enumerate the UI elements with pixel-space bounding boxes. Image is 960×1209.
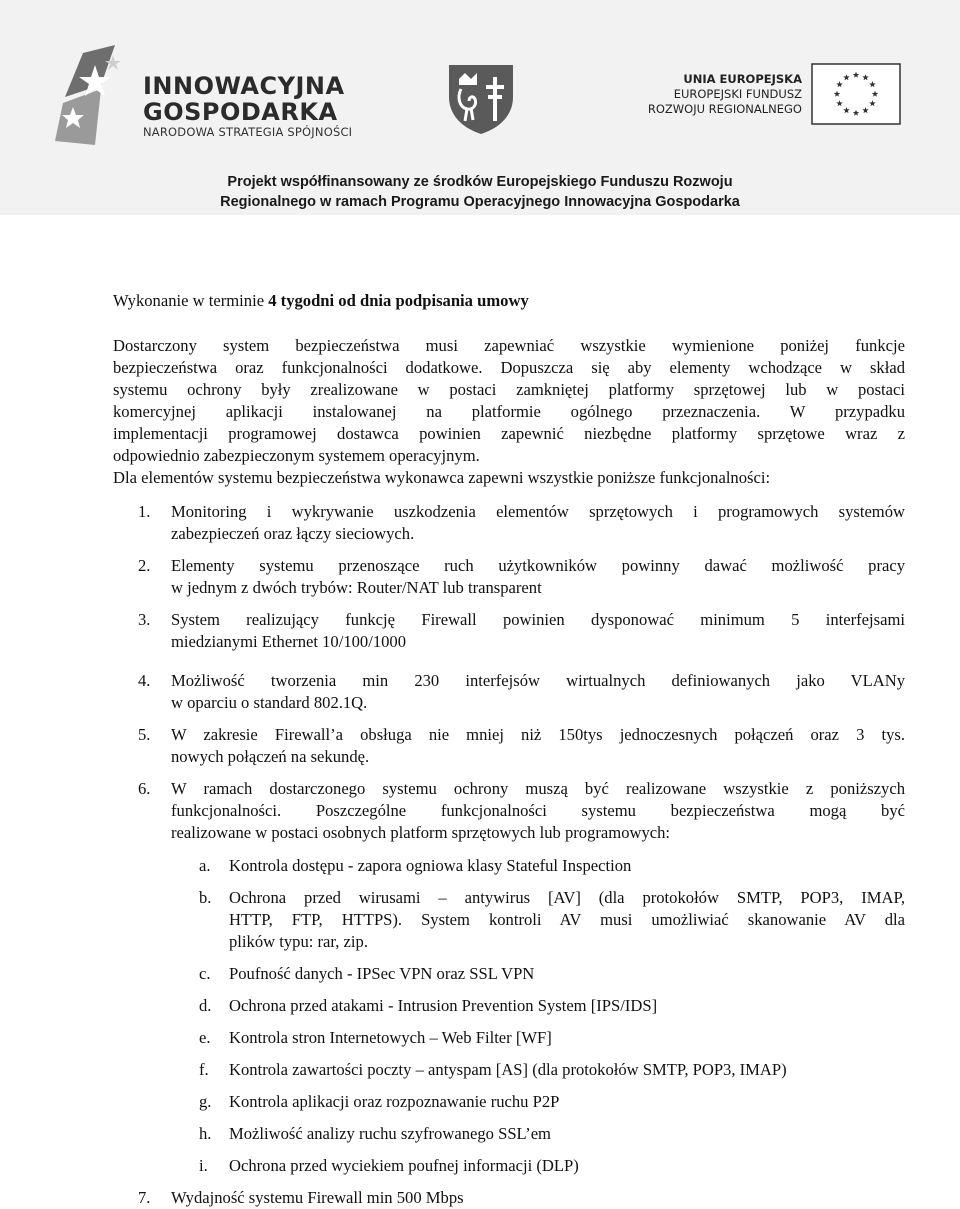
- eu-label-line3: ROZWOJU REGIONALNEGO: [647, 102, 802, 116]
- list-item: [171, 670, 905, 714]
- list-item: [171, 778, 905, 844]
- eu-fund-label: [648, 72, 802, 117]
- sub-item-line: Ochrona przed atakami - Intrusion Prevention System [IPS/IDS]: [229, 996, 658, 1015]
- intro-paragraph: [113, 335, 905, 489]
- sub-item-letter: g.: [199, 1092, 212, 1111]
- list-item-line: miedzianymi Ethernet 10/100/1000: [171, 632, 407, 651]
- coat-of-arms-icon: [447, 63, 515, 135]
- sub-item-letter: e.: [199, 1028, 211, 1047]
- stars-emblem-icon: [55, 45, 141, 145]
- sub-item-line: Możliwość analizy ruchu szyfrowanego SSL’em: [229, 1124, 551, 1143]
- list-item-number: 6.: [138, 779, 151, 798]
- list-item: [171, 555, 905, 599]
- sub-item: [229, 887, 905, 953]
- sub-item-line: Ochrona przed wyciekiem poufnej informacji (DLP): [229, 1156, 579, 1175]
- sub-item-letter: f.: [199, 1060, 209, 1079]
- cofinancing-line2: Regionalnego w ramach Programu Operacyjnego Innowacyjna Gospodarka: [220, 194, 740, 210]
- list-item-line: System realizujący funkcję Firewall powinien dysponować minimum 5 interfejsami: [171, 610, 905, 629]
- list-item-line: Możliwość tworzenia min 230 interfejsów wirtualnych definiowanych jako VLANy: [171, 671, 905, 690]
- list-item-line: W zakresie Firewall’a obsługa nie mniej niż 150tys jednoczesnych połączeń oraz 3 tys.: [171, 725, 905, 744]
- list-item: [171, 1187, 905, 1209]
- list-item-line: w jednym z dwóch trybów: Router/NAT lub transparent: [171, 578, 542, 597]
- list-item: [171, 609, 905, 653]
- sub-item-line: Poufność danych - IPSec VPN oraz SSL VPN: [229, 964, 535, 983]
- list-item-line: w oparciu o standard 802.1Q.: [171, 693, 368, 712]
- logo-subtitle: NARODOWA STRATEGIA SPÓJNOŚCI: [143, 125, 353, 139]
- eu-label-line2: EUROPEJSKI FUNDUSZ: [673, 87, 802, 101]
- eu-flag-icon: [811, 63, 901, 125]
- sub-item-line: Kontrola zawartości poczty – antyspam [AS] (dla protokołów SMTP, POP3, IMAP): [229, 1060, 787, 1079]
- list-item-number: 2.: [138, 556, 151, 575]
- sub-item-line: HTTP, FTP, HTTPS). System kontroli AV musi umożliwiać skanowanie AV dla: [229, 910, 905, 929]
- sub-item-line: Kontrola aplikacji oraz rozpoznawanie ruchu P2P: [229, 1092, 560, 1111]
- sub-item: [229, 1123, 905, 1145]
- sub-item: [229, 963, 905, 985]
- sub-item: [229, 855, 905, 877]
- sub-item-line: Kontrola stron Internetowych – Web Filter [WF]: [229, 1028, 552, 1047]
- list-item-number: 5.: [138, 725, 151, 744]
- list-item-line: funkcjonalności. Poszczególne funkcjonalności systemu bezpieczeństwa mogą być: [171, 801, 905, 820]
- logo-title-line2: GOSPODARKA: [143, 98, 338, 126]
- list-item: [171, 501, 905, 545]
- sub-item-letter: b.: [199, 888, 212, 907]
- sub-item-letter: i.: [199, 1156, 208, 1175]
- sub-item-line: Kontrola dostępu - zapora ogniowa klasy Stateful Inspection: [229, 856, 632, 875]
- list-item-line: nowych połączeń na sekundę.: [171, 747, 370, 766]
- sub-item-letter: a.: [199, 856, 211, 875]
- sub-item-line: plików typu: rar, zip.: [229, 932, 368, 951]
- eu-label-line1: UNIA EUROPEJSKA: [683, 72, 802, 86]
- list-item-line: Elementy systemu przenoszące ruch użytkowników powinny dawać możliwość pracy: [171, 556, 905, 575]
- sub-item-line: Ochrona przed wirusami – antywirus [AV] (dla protokołów SMTP, POP3, IMAP,: [229, 888, 905, 907]
- logo-title-line1: INNOWACYJNA: [143, 72, 345, 100]
- sub-item-letter: h.: [199, 1124, 212, 1143]
- intro-line: implementacji programowej dostawca powinien zapewnić niezbędne platformy sprzętowe wraz z: [113, 424, 905, 443]
- list-item-number: 1.: [138, 502, 151, 521]
- page-header: [0, 0, 960, 215]
- sub-item-letter: c.: [199, 964, 211, 983]
- cofinancing-line1: Projekt współfinansowany ze środków Europejskiego Funduszu Rozwoju: [227, 174, 733, 190]
- intro-line: Dostarczony system bezpieczeństwa musi zapewniać wszystkie wymienione poniżej funkcje: [113, 336, 905, 355]
- list-item-line: Wydajność systemu Firewall min 500 Mbps: [171, 1188, 464, 1207]
- list-item-line: W ramach dostarczonego systemu ochrony muszą być realizowane wszystkie z poniższych: [171, 779, 905, 798]
- deadline-term: 4 tygodni od dnia podpisania umowy: [268, 291, 529, 310]
- sub-item: [229, 995, 905, 1017]
- deadline-paragraph: [113, 290, 905, 312]
- sub-item-letter: d.: [199, 996, 212, 1015]
- sub-item: [229, 1091, 905, 1113]
- intro-line: komercyjnej aplikacji instalowanej na platformie ogólnego przeznaczenia. W przypadku: [113, 402, 905, 421]
- sub-item: [229, 1059, 905, 1081]
- sub-item: [229, 1155, 905, 1177]
- list-item-number: 7.: [138, 1188, 151, 1207]
- list-item-line: realizowane w postaci osobnych platform sprzętowych lub programowych:: [171, 823, 671, 842]
- innowacyjna-gospodarka-logo: [55, 45, 375, 145]
- intro-line: odpowiednio zabezpieczonym systemem operacyjnym.: [113, 446, 480, 465]
- list-item-number: 3.: [138, 610, 151, 629]
- intro-line: Dla elementów systemu bezpieczeństwa wykonawca zapewni wszystkie poniższe funkcjonalności:: [113, 468, 771, 487]
- intro-line: systemu ochrony były zrealizowane w postaci zamkniętej platformy sprzętowej lub w postaci: [113, 380, 905, 399]
- deadline-prefix: Wykonanie w terminie: [113, 291, 269, 310]
- list-item: [171, 724, 905, 768]
- sub-item: [229, 1027, 905, 1049]
- cofinancing-notice: [0, 172, 960, 212]
- list-item-line: zabezpieczeń oraz łączy sieciowych.: [171, 524, 415, 543]
- list-item-number: 4.: [138, 671, 151, 690]
- list-item-line: Monitoring i wykrywanie uszkodzenia elementów sprzętowych i programowych systemów: [171, 502, 905, 521]
- intro-line: bezpieczeństwa oraz funkcjonalności dodatkowe. Dopuszcza się aby elementy wchodzące w skład: [113, 358, 905, 377]
